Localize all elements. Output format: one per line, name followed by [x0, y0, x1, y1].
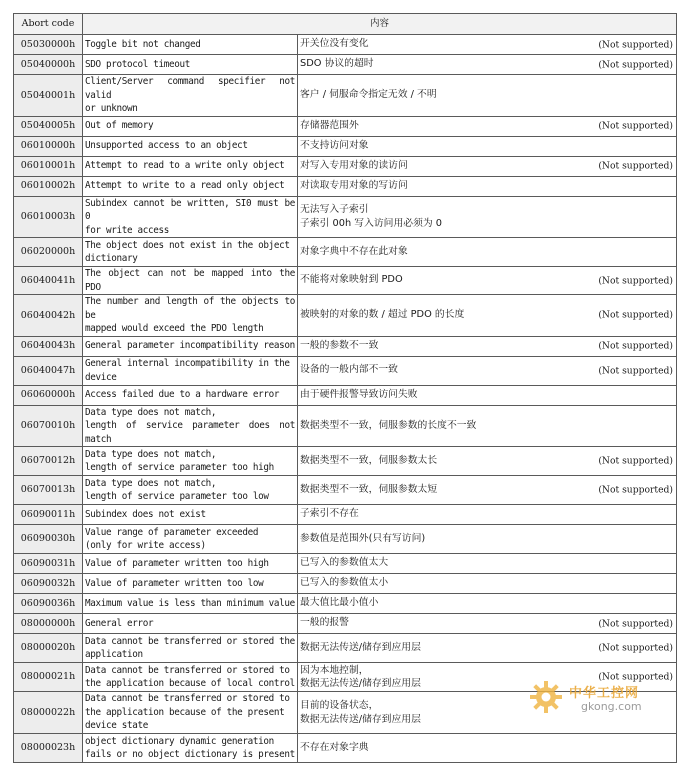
chinese-description-text: 不存在对象字典 — [300, 741, 369, 753]
support-status-note: (Not supported) — [598, 340, 674, 352]
abort-code-cell: 06090032h — [14, 574, 83, 594]
chinese-description-text: 对读取专用对象的写访问 — [300, 179, 408, 191]
chinese-description-text: 已写入的参数值太大 — [300, 557, 389, 569]
support-status-note: (Not supported) — [598, 364, 674, 376]
chinese-description-text: 目前的设备状态， 数据无法传送/储存到应用层 — [300, 700, 421, 725]
table-row — [14, 614, 677, 634]
abort-code-cell: 06010001h — [14, 156, 83, 176]
abort-code-cell: 05040000h — [14, 55, 83, 75]
chinese-description-text: 参数值是范围外(只有写访问) — [300, 532, 426, 544]
support-status-note: (Not supported) — [598, 642, 674, 654]
chinese-description-text: 客户 / 伺服命令指定无效 / 不明 — [300, 89, 437, 101]
chinese-description-cell — [298, 75, 677, 117]
chinese-description-text: 被映射的对象的数 / 超过 PDO 的长度 — [300, 309, 465, 321]
watermark-title: 中华工控网 — [569, 686, 640, 701]
chinese-description-cell — [298, 574, 677, 594]
english-description-cell: SDO protocol timeout — [83, 55, 298, 75]
table-row — [14, 116, 677, 136]
english-description-cell: The number and length of the objects to be mapped would exceed the PDO length — [83, 295, 298, 337]
chinese-description-text: 不能将对象映射到 PDO — [300, 274, 403, 286]
table-row — [14, 447, 677, 476]
watermark-url: gkong.com — [581, 700, 642, 713]
header-description: 内容 — [83, 14, 677, 35]
chinese-description-cell — [298, 156, 677, 176]
abort-code-cell: 06040047h — [14, 356, 83, 385]
table-row — [14, 594, 677, 614]
chinese-description-cell — [298, 196, 677, 238]
chinese-description-text: 不支持访问对象 — [300, 139, 369, 151]
english-description-cell: Toggle bit not changed — [83, 35, 298, 55]
english-description-cell: The object can not be mapped into the PDO — [83, 267, 298, 295]
chinese-description-cell — [298, 336, 677, 356]
abort-code-cell: 06010000h — [14, 136, 83, 156]
chinese-description-cell — [298, 447, 677, 476]
table-row — [14, 554, 677, 574]
chinese-description-cell — [298, 55, 677, 75]
table-row — [14, 505, 677, 525]
english-description-cell: Data cannot be transferred or stored to the application because of local control — [83, 663, 298, 692]
chinese-description-cell — [298, 295, 677, 337]
abort-code-cell: 08000022h — [14, 692, 83, 734]
chinese-description-cell — [298, 476, 677, 505]
english-description-cell: Access failed due to a hardware error — [83, 385, 298, 405]
english-description-cell: General internal incompatibility in the device — [83, 356, 298, 385]
table-row — [14, 176, 677, 196]
chinese-description-cell — [298, 634, 677, 663]
abort-code-cell: 06010003h — [14, 196, 83, 238]
table-row — [14, 196, 677, 238]
chinese-description-cell — [298, 554, 677, 574]
abort-code-cell: 05030000h — [14, 35, 83, 55]
english-description-cell: Data type does not match, length of service parameter too high — [83, 447, 298, 476]
abort-code-cell: 06020000h — [14, 238, 83, 267]
abort-code-cell: 06090031h — [14, 554, 83, 574]
header-abort-code: Abort code — [14, 14, 83, 35]
abort-code-cell: 06010002h — [14, 176, 83, 196]
english-description-cell: General parameter incompatibility reason — [83, 336, 298, 356]
chinese-description-text: 因为本地控制， 数据无法传送/储存到应用层 — [300, 664, 421, 689]
table-row — [14, 525, 677, 554]
chinese-description-cell — [298, 614, 677, 634]
english-description-cell: General error — [83, 614, 298, 634]
table-row — [14, 267, 677, 295]
chinese-description-text: 数据类型不一致，伺服参数太短 — [300, 483, 438, 495]
abort-code-cell: 08000020h — [14, 634, 83, 663]
chinese-description-text: 最大值比最小值小 — [300, 597, 379, 609]
chinese-description-text: SDO 协议的超时 — [300, 58, 374, 70]
gear-icon — [529, 680, 563, 714]
abort-code-cell: 06070012h — [14, 447, 83, 476]
support-status-note: (Not supported) — [598, 455, 674, 467]
support-status-note: (Not supported) — [598, 38, 674, 50]
watermark-logo — [529, 678, 669, 722]
support-status-note: (Not supported) — [598, 160, 674, 172]
table-row — [14, 136, 677, 156]
chinese-description-text: 存储器范围外 — [300, 119, 359, 131]
english-description-cell: Out of memory — [83, 116, 298, 136]
english-description-cell: Subindex does not exist — [83, 505, 298, 525]
abort-code-cell: 06040042h — [14, 295, 83, 337]
english-description-cell: Attempt to write to a read only object — [83, 176, 298, 196]
abort-code-cell: 06090030h — [14, 525, 83, 554]
english-description-cell: Value of parameter written too low — [83, 574, 298, 594]
english-description-cell: The object does not exist in the object dictionary — [83, 238, 298, 267]
english-description-cell: object dictionary dynamic generation fails or no object dictionary is present — [83, 734, 298, 763]
support-status-note: (Not supported) — [598, 617, 674, 629]
table-row — [14, 734, 677, 763]
chinese-description-cell — [298, 136, 677, 156]
english-description-cell: Value of parameter written too high — [83, 554, 298, 574]
english-description-cell: Subindex cannot be written, SI0 must be 0 for write access — [83, 196, 298, 238]
chinese-description-cell — [298, 734, 677, 763]
chinese-description-cell — [298, 525, 677, 554]
chinese-description-cell — [298, 176, 677, 196]
support-status-note: (Not supported) — [598, 671, 674, 683]
chinese-description-cell — [298, 405, 677, 447]
chinese-description-text: 设备的一般内部不一致 — [300, 364, 398, 376]
english-description-cell: Value range of parameter exceeded (only for write access) — [83, 525, 298, 554]
table-body — [14, 35, 677, 763]
english-description-cell: Maximum value is less than minimum value — [83, 594, 298, 614]
chinese-description-cell — [298, 505, 677, 525]
table-row — [14, 385, 677, 405]
english-description-cell: Client/Server command specifier not valid or unknown — [83, 75, 298, 117]
table-row — [14, 156, 677, 176]
table-header-row — [14, 14, 677, 35]
table-row — [14, 55, 677, 75]
table-row — [14, 356, 677, 385]
chinese-description-text: 数据类型不一致，伺服参数太长 — [300, 454, 438, 466]
support-status-note: (Not supported) — [598, 274, 674, 286]
chinese-description-text: 由于硬件报警导致访问失败 — [300, 388, 418, 400]
chinese-description-text: 数据无法传送/储存到应用层 — [300, 641, 421, 653]
table-row — [14, 574, 677, 594]
abort-code-cell: 06070010h — [14, 405, 83, 447]
english-description-cell: Unsupported access to an object — [83, 136, 298, 156]
chinese-description-text: 开关位没有变化 — [300, 38, 369, 50]
chinese-description-text: 子索引不存在 — [300, 508, 359, 520]
table-row — [14, 75, 677, 117]
abort-code-cell: 06090011h — [14, 505, 83, 525]
chinese-description-cell — [298, 35, 677, 55]
chinese-description-text: 一般的报警 — [300, 617, 349, 629]
abort-code-cell: 05040005h — [14, 116, 83, 136]
english-description-cell: Data cannot be transferred or stored the application — [83, 634, 298, 663]
chinese-description-cell — [298, 116, 677, 136]
table-row — [14, 295, 677, 337]
abort-code-table — [13, 13, 677, 763]
chinese-description-cell — [298, 267, 677, 295]
chinese-description-text: 对象字典中不存在此对象 — [300, 245, 408, 257]
chinese-description-text: 无法写入子索引 子索引 00h 写入访问用必须为 0 — [300, 204, 443, 229]
table-row — [14, 238, 677, 267]
table-row — [14, 336, 677, 356]
chinese-description-cell — [298, 594, 677, 614]
chinese-description-cell — [298, 356, 677, 385]
english-description-cell: Data cannot be transferred or stored to the application because of the present device state — [83, 692, 298, 734]
support-status-note: (Not supported) — [598, 120, 674, 132]
chinese-description-text: 一般的参数不一致 — [300, 339, 379, 351]
abort-code-cell: 06060000h — [14, 385, 83, 405]
abort-code-cell: 06090036h — [14, 594, 83, 614]
table-row — [14, 405, 677, 447]
chinese-description-text: 对写入专用对象的读访问 — [300, 159, 408, 171]
support-status-note: (Not supported) — [598, 484, 674, 496]
chinese-description-cell — [298, 238, 677, 267]
chinese-description-text: 数据类型不一致，伺服参数的长度不一致 — [300, 419, 477, 431]
abort-code-cell: 05040001h — [14, 75, 83, 117]
abort-code-cell: 06040043h — [14, 336, 83, 356]
english-description-cell: Attempt to read to a write only object — [83, 156, 298, 176]
abort-code-cell: 08000021h — [14, 663, 83, 692]
abort-code-cell: 08000023h — [14, 734, 83, 763]
support-status-note: (Not supported) — [598, 309, 674, 321]
chinese-description-cell — [298, 385, 677, 405]
table-row — [14, 35, 677, 55]
chinese-description-text: 已写入的参数值太小 — [300, 577, 389, 589]
table-row — [14, 476, 677, 505]
support-status-note: (Not supported) — [598, 58, 674, 70]
english-description-cell: Data type does not match, length of service parameter too low — [83, 476, 298, 505]
abort-code-cell: 06070013h — [14, 476, 83, 505]
abort-code-cell: 06040041h — [14, 267, 83, 295]
english-description-cell: Data type does not match, length of service parameter does not match — [83, 405, 298, 447]
abort-code-cell: 08000000h — [14, 614, 83, 634]
table-row — [14, 634, 677, 663]
